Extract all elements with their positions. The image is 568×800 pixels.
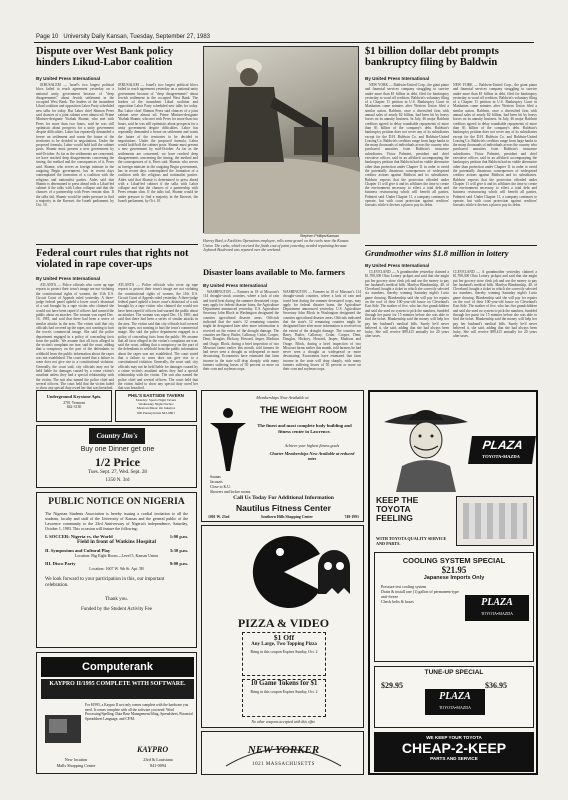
- computerank-headline: KAYPRO II/1995 COMPLETE WITH SOFTWARE.: [41, 679, 194, 699]
- disaster-byline: By United Press International: [203, 283, 268, 288]
- folio-date: Tuesday, September 27, 1983: [129, 34, 211, 40]
- page-number: Page 10: [36, 34, 59, 40]
- country-address: 1350 N. 3rd: [105, 478, 130, 483]
- kaypro-brand: KAYPRO: [137, 745, 169, 754]
- paper-name: University Daily Kansan: [63, 34, 127, 40]
- coupon1-desc: Any Large, Two Topping Pizza: [251, 642, 317, 647]
- new-yorker-name: NEW YORKER: [247, 744, 320, 756]
- cooling-title: COOLING SYSTEM SPECIAL: [402, 556, 506, 565]
- tavern-title: PHIL'S EASTSIDE TAVERN: [128, 393, 184, 398]
- wr-feature: Close to K.U.: [210, 485, 231, 489]
- parts-coupon-panel: [456, 496, 534, 546]
- pizza-footer: No other coupons accepted with this offer.: [251, 720, 316, 724]
- grandmother-byline: By United Press International: [365, 263, 430, 268]
- photo-illustration: [204, 47, 360, 234]
- coupon2-note: Bring in this coupon Expires Sunday, Oct. 2: [250, 689, 318, 694]
- wr-list: [210, 475, 250, 495]
- event-row: III. Disco Party 9:00 p.m.: [45, 561, 188, 566]
- nigeria-title: PUBLIC NOTICE ON NIGERIA: [48, 497, 185, 507]
- tavern-ad[interactable]: [115, 390, 197, 422]
- event-row: II. Symposium and Cultural Play 3:30 p.m.: [45, 548, 188, 553]
- tuneup-title: TUNE-UP SPECIAL: [424, 669, 484, 676]
- nigeria-events: [45, 534, 188, 571]
- event-location: Field in front of Watkins Hospital: [76, 539, 157, 545]
- cooling-sub: Japanese Imports Only: [423, 575, 485, 581]
- pacman-icon: [246, 534, 322, 610]
- country-jims-logo: Country Jim's: [89, 428, 145, 444]
- keystone-phone: 842-3130: [66, 405, 82, 409]
- computerank-logo: Computerank: [41, 657, 194, 677]
- folio-line: Page 10 University Daily Kansan, Tuesday, September 27, 1983: [36, 34, 211, 40]
- coupon-tokens[interactable]: [242, 679, 326, 717]
- event-location: Location: Big Eight Room—Level 5, Kansas Union: [74, 553, 159, 558]
- federal-body-col2: ATLANTA — Police officials who cover up rape reports to protect their town's image are not violating the constitutional rights of women, the 11th U.S. Circuit Court of Appeals ruled yesterday. A three-judge federal panel upheld a lower court's dismissal of a suit brought by a rape victim who claimed she would not have been raped if officers had warned the public about an attacker. The woman was raped Dec. 16, 1981, and said that there had been a series of similar attacks in the area. The victim said that city officials had covered up the rapes, not wanting to hurt the town's commercial image. She said the police department engaged in a policy of concealing facts from the public. We assume that all facts alleged in the victim's complaint are true, said the court, adding that a conspiracy on the part of the defendants to withhold from the public information about the rapes was not established. The court noted that a failure to warn does not give rise to a constitutional violation. Generally, the court said, city officials may not be held liable for damages caused by a crime victim's assailant unless they had a special relationship with the victim. The suit also named the police chief and several officers. The court held that the victim failed to show any special duty owed her that was breached.: [118, 283, 198, 391]
- computerank-ad[interactable]: [36, 652, 197, 774]
- keep-toyota-feeling: KEEP THE TOYOTA FEELING: [376, 495, 419, 523]
- photo-credit: Stephen Phillips/Kansan: [300, 234, 339, 238]
- grandmother-body-col2: CLEVELAND — A grandmother yesterday claimed a $1,788,300 Ohio Lottery jackpot and said that she might put her grocery store clerk job and use the money to pay her husband's medical bills. Marilyn Blankenship, 48, of Cleveland, bought a ticket in which she correctly selected six numbers, thereby winning Saturday night's Lotto game drawing. Blankenship said she will pay for repairs on the roof of their 100-year-old house on Cleveland's East Side. The mother of five, who has five grandchildren and said she used no system to pick the numbers, fumbled through her purse for 15 minutes before she was able to find the ticket. Blankenship said the money will help her pay her husband's medical bills. Surely he'd never believed it, she said, adding that she had always been lucky. She will receive $89,415 annually for 20 years after taxes.: [453, 270, 537, 339]
- likud-body-col2: JERUSALEM — Israel's two largest political blocs failed to reach agreement yesterday on a national unity government because of "deep disagreements" about Jewish settlement in the occupied West Bank. The leaders of the incumbent Likud coalition and opposition Labor Party scheduled new talks for today. But Labor chief Shimon Peres said chances of a joint cabinet were almost nil. Prime Minister-designate Yitzhak Shamir, who met with Peres for more than two hours, said he was still optimistic about prospects for a unity government despite difficulties. Labor has repeatedly demanded a freeze on settlement and wants the future of the territories to be decided in negotiations. Under the proposed formula, Labor would hold half the cabinet posts. Shamir must present a new government by mid-October. As far as the settlements are concerned, we have reached deep disagreements concerning the timing, the method and the consequences of it, Peres said. Shamir, who serves as foreign minister in the outgoing Begin government, has in recent days contemplated the formation of a coalition with the religious and nationalist parties. Aides said that Shamir is determined to press ahead with a Likud-led cabinet if the talks with Labor collapse and that the chances of a partnership with Peres remain slim. If the talks fail, Shamir would be under pressure to find a majority in the Knesset, the Israeli parliament, by Oct. 10.: [118, 83, 198, 204]
- tuneup-special-coupon[interactable]: [374, 666, 534, 728]
- wr-tag: The finest and most complete body building and fitness center in Lawrence.: [257, 423, 352, 434]
- country-offer: 1/2 Price: [95, 455, 140, 469]
- likud-body-col1: JERUSALEM — Israel's two largest political blocs failed to reach agreement yesterday on a national unity government because of "deep disagreements" about Jewish settlement in the occupied West Bank. The leaders of the incumbent Likud coalition and opposition Labor Party scheduled new talks for today. But Labor chief Shimon Peres said chances of a joint cabinet were almost nil. Prime Minister-designate Yitzhak Shamir, who met with Peres for more than two hours, said he was still optimistic about prospects for a unity government despite difficulties. Labor has repeatedly demanded a freeze on settlement and wants the future of the territories to be decided in negotiations. Under the proposed formula, Labor would hold half the cabinet posts. Shamir must present a new government by mid-October. As far as the settlements are concerned, we have reached deep disagreements concerning the timing, the method and the consequences of it, Peres said. Shamir, who serves as foreign minister in the outgoing Begin government, has in recent days contemplated the formation of a coalition with the religious and nationalist parties. Aides said that Shamir is determined to press ahead with a Likud-led cabinet if the talks with Labor collapse and that the chances of a partnership with Peres remain slim. If the talks fail, Shamir would be under pressure to find a majority in the Knesset, the Israeli parliament, by Oct. 10.: [36, 83, 114, 208]
- plaza-sub: TOYOTA•MAZDA: [481, 454, 521, 459]
- tuneup-price: $29.95: [381, 681, 403, 690]
- debt-headline: $1 billion dollar debt prompts bankruptcy filing by Baldwin: [365, 46, 499, 69]
- nigeria-intro: The Nigerian Students Association is hereby issuing a cordial invitation to all the students, faculty and staff of the University of Kansas and the general public of the Lawrence community to the 23rd Anniversary of Nigeria's independence, Saturday, October 1, 1983. This occasion will feature the following:: [45, 511, 188, 531]
- wr-charter: Charter Memberships Now Available at reduced rates: [269, 451, 355, 462]
- wr-feature: Saunas: [210, 475, 221, 479]
- loc1: New location: [64, 757, 88, 762]
- wr-call: Call Us Today For Additional Information: [233, 495, 334, 501]
- cooling-price: $21.95: [441, 565, 467, 575]
- coupon2-offer: 10 Game Tokens for $1: [250, 680, 318, 687]
- plaza-logo: [468, 436, 536, 464]
- coupon1-note: Bring in this coupon Expires Sunday, Oct. 2: [250, 650, 318, 654]
- grandmother-headline: Grandmother wins $1.8 million in lottery: [365, 248, 509, 258]
- coupon-pizza[interactable]: [242, 632, 326, 676]
- wr-feature: Showers and locker rooms: [210, 490, 251, 494]
- ghost-icon: [314, 546, 354, 596]
- event-location: Location: 1607 W. 9th St. Apt. 5B: [89, 566, 144, 571]
- parts-graphic: [463, 503, 527, 539]
- divider: [36, 244, 198, 245]
- footer-top: WE KEEP YOUR TOYOTA: [426, 735, 482, 740]
- nigeria-thanks: Thank you.: [105, 597, 128, 602]
- country-dates: Tues. Sept. 27, Wed. Sept. 28: [88, 470, 147, 475]
- tavern-line: 900 Pennsylvania 843-9801: [137, 410, 175, 415]
- kaypro-computer-image: [45, 715, 81, 743]
- footer-big: CHEAP-2-KEEP: [401, 740, 507, 756]
- tavern-line: Monday: Sports Night Tavern: [135, 398, 177, 402]
- wr-contact: [208, 515, 359, 519]
- plaza-logo-small: PLAZA TOYOTA•MAZDA: [465, 595, 529, 621]
- plaza-service-line: WITH TOYOTA QUALITY SERVICE AND PARTS.: [376, 536, 447, 546]
- photo-caption: Harvey Burd, a Facilities Operations employee, rolls some gravel on the curbs near the Kansas Union. The curbs, which received the finish coat of paint yesterday, needed repainting because Jayhawk Boulevard was repaved over the weekend.: [203, 239, 349, 252]
- computerank-body: For $1995, a Kaypro II not only comes complete with the hardware you need. It comes complete with all the software you need: Word Processing/Spelling, Data Base Management/filing, Spreadsheet, Financial Spreadsheet Language, and CP/M.: [85, 703, 193, 721]
- disaster-body-col2: WASHINGTON — Farmers in 18 of Missouri's 114 drought-struck counties, where a lack of rain and torrid heat during the summer devastated crops, may apply for federal disaster loans, the Agriculture Department announced yesterday. U.S. Agriculture Secretary John Block in Washington designated the counties agricultural disaster areas. Officials indicated that the state's 12 remaining counties might be designated later after more information is received on the extent of the drought damage. The counties are Barry, Butler, Callaway, Cedar, Cooper, Dent, Douglas, Hickory, Howard, Jasper, Madison and Osage. Block, during a brief inspection of two Missouri farms earlier this month, told farmers he had never seen a drought as widespread or more devastating. Economists have estimated that farm income in the state will drop sharply, with many farmers suffering losses of 50 percent or more on their corn and soybean crops.: [283, 290, 361, 372]
- keystone-detail: 2701 Vermont: [63, 401, 85, 405]
- cooling-item: Drain & install one (1) gallon of permanent-type anti-freeze: [381, 589, 459, 599]
- coupon1-amount: $1 Off: [273, 633, 295, 642]
- pizza-title: PIZZA & VIDEO: [237, 616, 330, 630]
- nigeria-closing: We look forward to your participation in this, our important celebration.: [45, 577, 165, 588]
- likud-byline: By United Press International: [36, 76, 101, 81]
- cooling-item: Pressure test cooling system: [381, 584, 427, 589]
- cooling-items: [381, 584, 459, 604]
- debt-byline: By United Press International: [365, 76, 430, 81]
- federal-headline: Federal court rules that rights not violated in rape cover-ups: [36, 248, 189, 271]
- cheap-2-keep-banner: [374, 732, 534, 772]
- new-yorker-ad[interactable]: [201, 731, 364, 775]
- federal-byline: By United Press International: [36, 276, 101, 281]
- wr-mall: Southern Hills Shopping Center: [260, 515, 313, 519]
- divider: [365, 245, 537, 246]
- cowboy-illustration: [376, 396, 476, 492]
- pizza-video-ad[interactable]: [201, 525, 364, 728]
- weight-room-ad[interactable]: [201, 390, 364, 522]
- nigeria-funded: Funded by the Student Activity Fee: [81, 607, 152, 612]
- wr-top: Memberships Now Available at: [256, 395, 309, 400]
- tavern-line: Mexican Music On Jukebox: [136, 406, 176, 411]
- wr-title: THE WEIGHT ROOM: [260, 405, 347, 415]
- event-row: I. SOCCER: Nigeria vs. the World 1:00 p.m.: [45, 534, 188, 539]
- debt-body-col1: NEW YORK — Baldwin-United Corp., the giant piano and financial services company struggling to survive under more than $1 billion in debt, filed for bankruptcy yesterday to ward off creditors. Baldwin's voluntary filing of a Chapter 11 petition in U.S. Bankruptcy Court in Manhattan came minutes after Western Union filed a similar action. Baldwin, once a diversified firm with annual sales of nearly $2 billion, had been hit by heavy losses on its annuity business. In July, 46 major Baldwin creditors agreed to delay roundtable repayments of more than $1 billion of the company's debt. Baldwin's bankruptcy petition does not cover any of its subsidiaries except for the D.H. Baldwin Co. and Baldwin-United Leasing Co. Baldwin's creditors range from large banks to the many thousands of individuals across the country who purchased annuities from Baldwin's insurance subsidiaries. Victor Palmieri, president and chief executive officer, said in an affidavit accompanying the bankruptcy petition that Baldwin had no viable alternative other than protection under Chapter 11 in order to avoid the potentially disastrous consequences of widespread creditor actions against Baldwin and its subsidiaries. Baldwin expects that the protection afforded under Chapter 11 will give it and its affiliates the time to create the environment necessary to effect a total debt and business restructuring which will benefit all parties, Palmieri said. Under Chapter 11, a company continues to operate, but with court protection against creditors' lawsuits while it devises a plan to pay its debts.: [365, 83, 449, 208]
- wr-address: 1001 W. 23rd: [208, 515, 230, 519]
- wr-goals: Achieve your highest fitness goals: [284, 443, 340, 448]
- wr-feature: Jacuzzis: [210, 480, 223, 484]
- folio-rule: [34, 42, 534, 43]
- disaster-headline: Disaster loans available to Mo. farmers: [203, 267, 345, 277]
- wr-phone: 749-1991: [344, 515, 359, 519]
- cooling-special-coupon[interactable]: [374, 552, 534, 662]
- grandmother-body-col1: CLEVELAND — A grandmother yesterday claimed a $1,788,300 Ohio Lottery jackpot and said that she might put her grocery store clerk job and use the money to pay her husband's medical bills. Marilyn Blankenship, 48, of Cleveland, bought a ticket in which she correctly selected six numbers, thereby winning Saturday night's Lotto game drawing. Blankenship said she will pay for repairs on the roof of their 100-year-old house on Cleveland's East Side. The mother of five, who has five grandchildren and said she used no system to pick the numbers, fumbled through her purse for 15 minutes before she was able to find the ticket. Blankenship said the money will help her pay her husband's medical bills. Surely he'd never believed it, she said, adding that she had always been lucky. She will receive $89,415 annually for 20 years after taxes.: [365, 270, 449, 339]
- federal-body-col1: ATLANTA — Police officials who cover up rape reports to protect their town's image are not violating the constitutional rights of women, the 11th U.S. Circuit Court of Appeals ruled yesterday. A three-judge federal panel upheld a lower court's dismissal of a suit brought by a rape victim who claimed she would not have been raped if officers had warned the public about an attacker. The woman was raped Dec. 16, 1981, and said that there had been a series of similar attacks in the area. The victim said that city officials had covered up the rapes, not wanting to hurt the town's commercial image. She said the police department engaged in a policy of concealing facts from the public. We assume that all facts alleged in the victim's complaint are true, said the court, adding that a conspiracy on the part of the defendants to withhold from the public information about the rapes was not established. The court noted that a failure to warn does not give rise to a constitutional violation. Generally, the court said, city officials may not be held liable for damages caused by a crime victim's assailant unless they had a special relationship with the victim. The suit also named the police chief and several officers. The court held that the victim failed to show any special duty owed her that was breached.: [36, 283, 114, 391]
- country-line1: Buy one Dinner get one: [80, 446, 155, 453]
- cooling-item: Check belts & hoses: [381, 599, 414, 604]
- loc2: 23rd & Louisiana: [143, 757, 173, 762]
- likud-headline: Dispute over West Bank policy hinders Likud-Labor coalition: [36, 46, 174, 69]
- news-photo: [203, 46, 359, 233]
- nigeria-notice-ad[interactable]: [36, 492, 197, 648]
- country-jims-ad[interactable]: [36, 425, 197, 488]
- new-yorker-address: 1021 MASSACHUSETTS: [252, 762, 315, 767]
- tuneup-price: $36.95: [485, 681, 507, 690]
- bodybuilder-silhouette: [208, 405, 248, 473]
- tavern-line: Wednesday Night Nachos: [138, 402, 174, 407]
- wr-center: Nautilus Fitness Center: [236, 503, 331, 513]
- disaster-body-col1: WASHINGTON — Farmers in 18 of Missouri's 114 drought-struck counties, where a lack of rain and torrid heat during the summer devastated crops, may apply for federal disaster loans, the Agriculture Department announced yesterday. U.S. Agriculture Secretary John Block in Washington designated the counties agricultural disaster areas. Officials indicated that the state's 12 remaining counties might be designated later after more information is received on the extent of the drought damage. The counties are Barry, Butler, Callaway, Cedar, Cooper, Dent, Douglas, Hickory, Howard, Jasper, Madison and Osage. Block, during a brief inspection of two Missouri farms earlier this month, told farmers he had never seen a drought as widespread or more devastating. Economists have estimated that farm income in the state will drop sharply, with many farmers suffering losses of 50 percent or more on their corn and soybean crops.: [203, 290, 279, 372]
- footer-sub: PARTS AND SERVICE: [430, 756, 478, 761]
- keystone-name: Underground Keystone Apts.: [46, 394, 102, 399]
- plaza-brand: PLAZA: [481, 438, 524, 452]
- loc1b: Malls Shopping Center: [56, 763, 96, 768]
- plaza-logo-small: PLAZA TOYOTA•MAZDA: [425, 689, 485, 715]
- plaza-toyota-ad[interactable]: [368, 390, 538, 775]
- debt-body-col2: NEW YORK — Baldwin-United Corp., the giant piano and financial services company struggling to survive under more than $1 billion in debt, filed for bankruptcy yesterday to ward off creditors. Baldwin's voluntary filing of a Chapter 11 petition in U.S. Bankruptcy Court in Manhattan came minutes after Western Union filed a similar action. Baldwin, once a diversified firm with annual sales of nearly $2 billion, had been hit by heavy losses on its annuity business. In July, 46 major Baldwin creditors agreed to delay roundtable repayments of more than $1 billion of the company's debt. Baldwin's bankruptcy petition does not cover any of its subsidiaries except for the D.H. Baldwin Co. and Baldwin-United Leasing Co. Baldwin's creditors range from large banks to the many thousands of individuals across the country who purchased annuities from Baldwin's insurance subsidiaries. Victor Palmieri, president and chief executive officer, said in an affidavit accompanying the bankruptcy petition that Baldwin had no viable alternative other than protection under Chapter 11 in order to avoid the potentially disastrous consequences of widespread creditor actions against Baldwin and its subsidiaries. Baldwin expects that the protection afforded under Chapter 11 will give it and its affiliates the time to create the environment necessary to effect a total debt and business restructuring which will benefit all parties, Palmieri said. Under Chapter 11, a company continues to operate, but with court protection against creditors' lawsuits while it devises a plan to pay its debts.: [453, 83, 537, 208]
- loc2b: 841-0094: [149, 763, 167, 768]
- keystone-ad[interactable]: [36, 390, 112, 422]
